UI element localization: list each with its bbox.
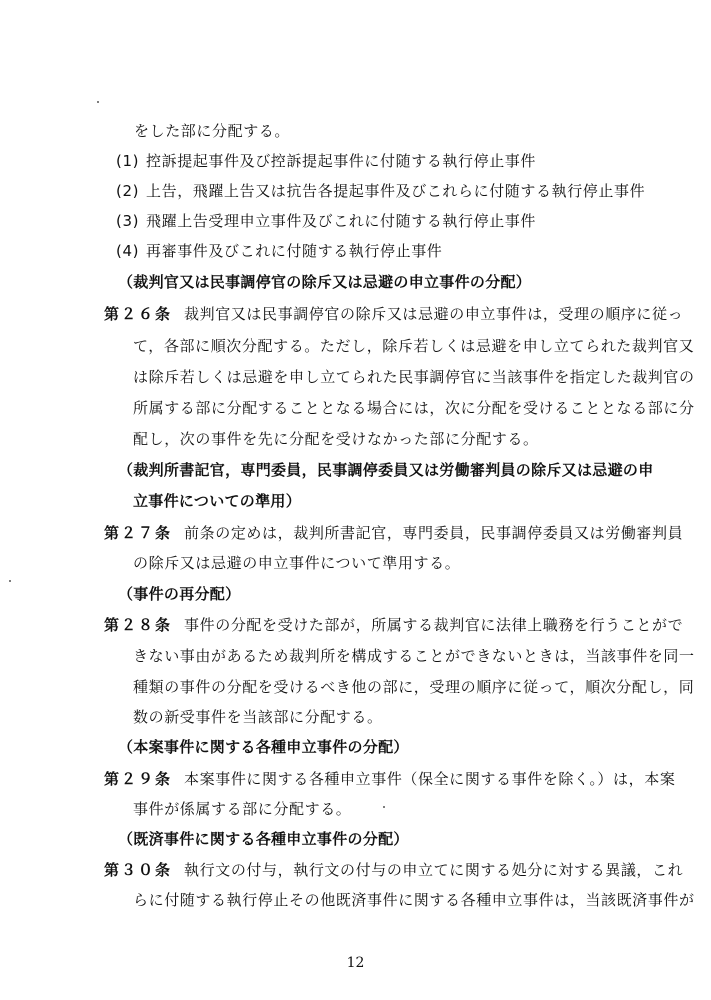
article-26-line: 所属する部に分配することとなる場合には，次に分配を受けることとなる部に分 <box>133 399 695 417</box>
item-text: 上告，飛躍上告又は抗告各提起事件及びこれらに付随する執行停止事件 <box>146 182 646 200</box>
article-27-text: 前条の定めは，裁判所書記官，専門委員，民事調停委員又は労働審判員 <box>184 524 684 542</box>
article-28-first-line <box>104 615 683 635</box>
article-28-line: きない事由があるため裁判所を構成することができないときは，当該事件を同一 <box>133 647 695 665</box>
scan-speck <box>97 101 99 103</box>
list-item <box>116 151 536 171</box>
item-number: (1) <box>116 152 140 170</box>
article-28-line: 種類の事件の分配を受けるべき他の部に，受理の順序に従って，順次分配し，同 <box>133 678 695 696</box>
article-28-line: 数の新受事件を当該部に分配する。 <box>133 708 383 726</box>
article-29-first-line <box>104 769 675 789</box>
article-28-number: 第２８条 <box>104 616 173 634</box>
article-30-first-line <box>104 860 683 880</box>
article-26-number: 第２６条 <box>104 305 173 323</box>
scan-speck <box>9 580 11 582</box>
article-29-line: 事件が係属する部に分配する。 <box>133 800 352 818</box>
item-number: (3) <box>116 212 140 230</box>
article-29-text: 本案事件に関する各種申立事件（保全に関する事件を除く。）は，本案 <box>184 770 676 788</box>
list-item <box>116 241 442 261</box>
item-text: 控訴提起事件及び控訴提起事件に付随する執行停止事件 <box>146 152 537 170</box>
list-item <box>116 211 536 231</box>
article-26-line: て，各部に順次分配する。ただし，除斥若しくは忌避を申し立てられた裁判官又 <box>133 337 695 355</box>
article-26-heading: （裁判官又は民事調停官の除斥又は忌避の申立事件の分配） <box>118 273 532 291</box>
article-27-heading: （裁判所書記官，専門委員，民事調停委員又は労働審判員の除斥又は忌避の申 <box>118 461 654 479</box>
item-text: 再審事件及びこれに付随する執行停止事件 <box>146 242 443 260</box>
intro-tail: をした部に分配する。 <box>134 122 291 140</box>
page-number: 12 <box>346 955 365 971</box>
article-29-heading: （本案事件に関する各種申立事件の分配） <box>118 738 409 756</box>
article-26-line: は除斥若しくは忌避を申し立てられた民事調停官に当該事件を指定した裁判官の <box>133 368 695 386</box>
article-29-number: 第２９条 <box>104 770 173 788</box>
article-27-number: 第２７条 <box>104 524 173 542</box>
article-28-text: 事件の分配を受けた部が，所属する裁判官に法律上職務を行うことがで <box>184 616 684 634</box>
article-27-heading-cont: 立事件についての準用） <box>133 492 302 510</box>
article-27-first-line <box>104 523 683 543</box>
article-26-line: 配し，次の事件を先に分配を受けなかった部に分配する。 <box>133 430 539 448</box>
item-number: (4) <box>116 242 140 260</box>
article-28-heading: （事件の再分配） <box>118 585 241 603</box>
article-30-line: らに付随する執行停止その他既済事件に関する各種申立事件は，当該既済事件が <box>133 891 695 909</box>
list-item <box>116 181 645 201</box>
article-26-text: 裁判官又は民事調停官の除斥又は忌避の申立事件は，受理の順序に従っ <box>184 305 684 323</box>
item-text: 飛躍上告受理申立事件及びこれに付随する執行停止事件 <box>146 212 537 230</box>
article-30-text: 執行文の付与，執行文の付与の申立てに関する処分に対する異議，これ <box>184 861 684 879</box>
article-27-line: の除斥又は忌避の申立事件について準用する。 <box>133 554 461 572</box>
article-26-first-line <box>104 304 683 324</box>
item-number: (2) <box>116 182 140 200</box>
article-30-number: 第３０条 <box>104 861 173 879</box>
article-30-heading: （既済事件に関する各種申立事件の分配） <box>118 830 409 848</box>
scan-speck <box>383 806 385 808</box>
